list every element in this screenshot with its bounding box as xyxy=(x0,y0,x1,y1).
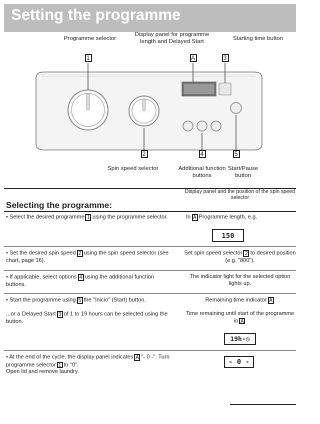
display-readout: 150 xyxy=(212,229,244,242)
marker-a: A xyxy=(190,56,195,62)
row-separator xyxy=(4,293,296,294)
starting-time-button-label: Starting time button xyxy=(232,36,284,42)
row-display-note: The indicator light for the selected option lights up. xyxy=(189,274,291,287)
row-display-note: In A Programme length, e.g. xyxy=(186,214,258,221)
display-readout: 19h-◷ xyxy=(224,333,256,345)
marker-1: 1 xyxy=(86,56,90,62)
additional-function-buttons-label: Additional function buttons xyxy=(178,166,226,179)
washer-panel-illustration xyxy=(0,32,300,182)
row-instruction: • Start the programme using 5 the "Inicio" (Start) button. xyxy=(6,297,146,304)
row-separator xyxy=(4,350,296,351)
row-instruction-continued: ...or a Delayed Start 3 of 1 to 19 hours can be selected using the button. xyxy=(6,311,168,325)
row-display-note: Remaining time indicator A xyxy=(205,297,273,304)
row-instruction: • At the end of the cycle, the display panel indicates A "- 0 -". Turn programme selector 1 to "0". Open lid and remove laundry. xyxy=(6,354,170,376)
display-panel-label: Display panel for programme length and Delayed Start xyxy=(134,32,210,45)
starting-time-button-shape xyxy=(219,83,231,95)
row-display-note-continued: Time remaining until start of the programme in A xyxy=(185,311,295,325)
row-instruction: • Select the desired programme 1 using the programme selector. xyxy=(6,214,168,221)
marker-2: 2 xyxy=(142,152,146,158)
title-bar xyxy=(4,4,296,32)
right-column-header: Display panel and the position of the spin speed selector xyxy=(184,189,296,202)
footer-rule xyxy=(230,404,296,405)
row-instruction: • If applicable, select options 4 using the additional function buttons. xyxy=(6,274,155,288)
page-title: Setting the programme xyxy=(11,7,181,24)
spin-speed-selector-label: Spin speed selector xyxy=(107,166,159,172)
row-separator xyxy=(4,270,296,271)
marker-5: 5 xyxy=(234,152,238,158)
programme-selector-label: Programme selector xyxy=(63,36,117,42)
spin-speed-dial xyxy=(129,96,159,126)
start-pause-button-shape xyxy=(231,103,242,114)
marker-4: 4 xyxy=(200,152,204,158)
section-header-rule xyxy=(4,211,296,212)
control-panel-diagram xyxy=(0,32,300,182)
display-readout: - 0 - xyxy=(224,356,254,368)
section-heading: Selecting the programme: xyxy=(6,200,113,210)
row-instruction: • Set the desired spin speed 2 using the spin speed selector (see chart, page 16). xyxy=(6,250,169,264)
row-separator xyxy=(4,246,296,247)
programme-selector-dial xyxy=(68,90,108,130)
start-pause-button-label: Start/Pause button xyxy=(227,166,259,179)
row-display-note: Set spin speed selector 2 to desired position (e.g. "800"). xyxy=(184,250,296,264)
marker-3: 3 xyxy=(223,56,227,62)
